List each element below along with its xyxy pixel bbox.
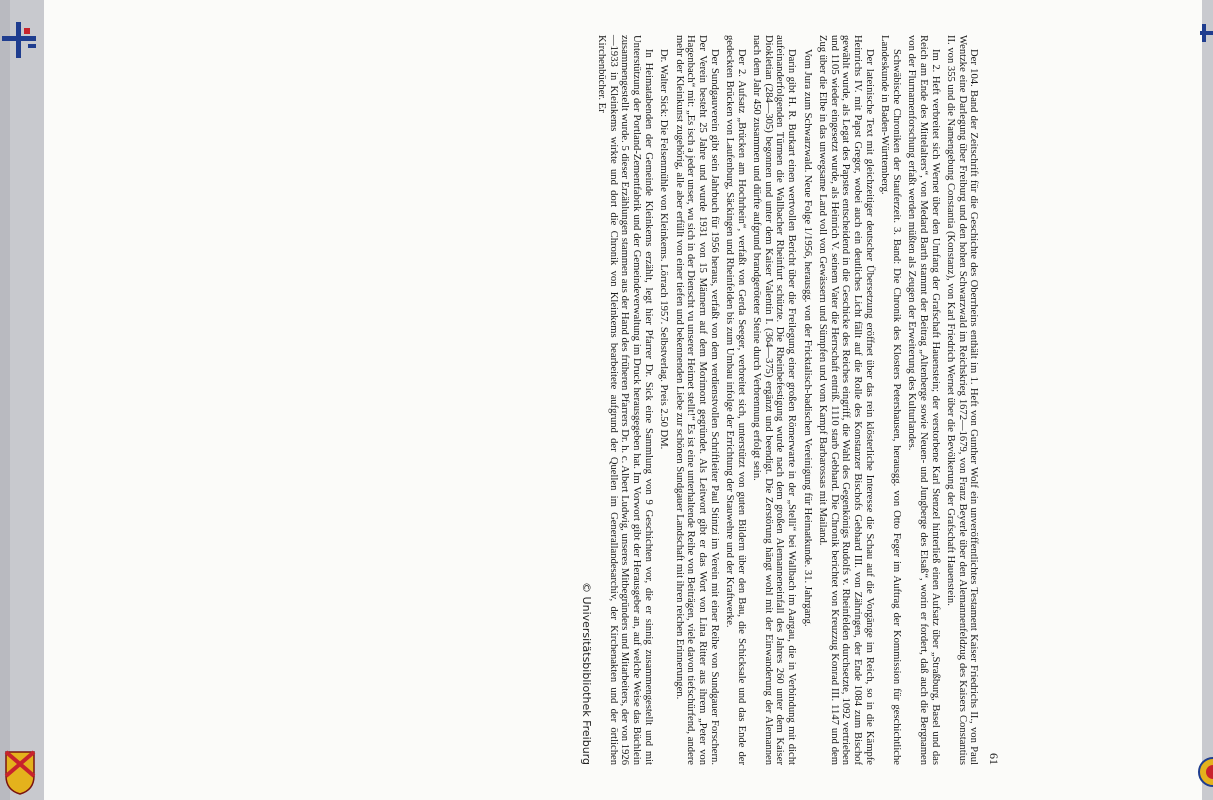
page-content [243, 35, 1003, 765]
paragraph: Darin gibt H. R. Burkart einen wertvollen Bericht über die Freilegung einer großen Römerwarte in der „Stelli“ bei Wallbach im Aargau, die in Verbindung mit dicht aufeinanderfolgenden Türmen die Wallbacher Rheinfurt schützte. Die Rheinbefestigung wurde nach dem großen Alemanneneinfall des Jahres 260 unter dem Kaiser Diokletian (284—305) begonnen und unter dem Kaiser Valentin I. (364—375) ergänzt und beendigt. Die Zerstörung hängt wohl mit der Einwanderung der Alemannen nach dem Jahr 450 zusammen und dürfte aufgrund brandgeröteter Steine durch Verbrennung erfolgt sein. [751, 35, 798, 765]
university-logo-icon [1200, 22, 1213, 44]
society-seal-icon [1198, 752, 1213, 792]
document-page [44, 0, 1202, 800]
paragraph: Vom Jura zum Schwarzwald. Neue Folge 1/1956, herausgg. von der Fricktalisch-badischen Vereinigung für Heimatkunde. 31. Jahrgang. [801, 49, 813, 627]
paragraph: Dr. Walter Sick: Die Felsenmühle von Kleinkems. Lörrach 1957. Selbstverlag. Preis 2.50 DM. [658, 49, 670, 450]
page-number: 61 [987, 753, 1001, 765]
coat-of-arms-icon [2, 748, 38, 796]
sidebar-edge [0, 0, 10, 800]
paragraph: Der 2. Aufsatz „Brücken am Hochrhein“, verfaßt von Gerda Seeger, verbreitet sich, unterstützt von guten Bildern über den Bau, die Schicksale und das Ende der gedeckten Brücken von Laufenburg, Säckingen und Rheinfelden bis zum Umbau infolge der Errichtung der Stauwehre und der Kraftwerke. [724, 35, 747, 765]
paragraph: Der lateinische Text mit gleichzeitiger deutscher Übersetzung eröffnet über das rein klösterliche Interesse die Schau auf die Vorgänge im Reich, so in die Kämpfe Heinrichs IV. mit Papst Gregor, wobei auch ein deutliches Licht fällt auf die Rolle des Konstanzer Bischofs Gebhard III. von Zähringen, der Ende 1084 zum Bischof gewählt wurde, als Legat des Papstes entscheidend in die Geschicke des Reiches eingriff, die Wahl des Gegenkönigs Rudolfs v. Rheinfelden durchsetzte, 1092 vertrieben und 1105 wieder eingesetzt wurde, als Heinrich V. seinem Vater die Herrschaft entriß. 1110 starb Gebhard. Die Chronik berichtet von Kreuzzug Konrad III. 1147 und dem Zug über die Elbe in das unwegsame Land voll von Gewässern und Sümpfen und vom Kampf Barbarossas mit Mailand. [817, 35, 875, 765]
paragraph: Schwäbische Chroniken der Stauferzeit. 3. Band: Die Chronik des Klosters Petershausen, herausgg. von Otto Feger im Auftrag der Kommission für geschichtliche Landeskunde in Baden-Württemberg. [879, 35, 902, 765]
paragraph: Der 104. Band der Zeitschrift für die Geschichte des Oberrheins enthält im 1. Heft von Gunther Wolf ein unveröffentlichtes Testament Kaiser Friedrichs II., von Paul Wentzke eine Darlegung über Freiburg und den hohen Schwarzwald im Reichskrieg 1672—1679, von Franz Beyerle über den Alemannenfeldzug des Kaisers Constantius II. von 355 und die Namengebung Constantia (Konstanz), von Karl Friedrich Wernet über die Bevölkerung der Grafschaft Hauenstein. [945, 35, 980, 765]
left-sidebar [0, 0, 44, 800]
right-sidebar [1202, 0, 1213, 800]
paragraph: Der Sundgauverein gibt sein Jahrbuch für 1956 heraus, verfaßt von dem verdienstvollen Schriftleiter Paul Stintzi im Verein mit einer Reihe von Sundgauer Forschern. Der Verein besteht 25 Jahre und wurde 1931 von 15 Männern auf dem Morimont gegründet. Als Leitwort gibt er das Wort von Lina Ritter aus ihrem „Peter von Hagenbach“ mit: „Es isch a jeder unser, wu sich in der Dienscht vu unserer Heimet stellt!“ Es ist eine unterhaltende Reihe von Beiträgen, viele davon tiefschürfend, andere mehr der Kleinkunst zugehörig, alle aber erfüllt von einer tiefen und bekennenden Liebe zur schönen Sundgauer Landschaft mit ihren reichen Erinnerungen. [673, 35, 720, 765]
paragraph: In Heimatabenden der Gemeinde Kleinkems erzählt, legt hier Pfarrer Dr. Sick eine Sammlung von 9 Geschichten vor, die er sinnig zusammengestellt und mit Unterstützung der Portland-Zementfabrik und der Gemeindeverwaltung im Druck herausgegeben hat. Im Vorwort gibt der Herausgeber an, auf welche Weise das Büchlein zusammengestellt wurde. 5 dieser Erzählungen stammen aus der Hand des früheren Pfarrers Dr. h. c. Albert Ludwig, unseres Mitbegründers und Mitarbeiters, der von 1926—1933 in Kleinkems wirkte und dort die Chronik von Kleinkems bearbeitete aufgrund der Quellen im Generallandesarchiv, der Kirchenakten und der örtlichen Kirchenbücher. Er [596, 35, 654, 765]
university-logo-icon [2, 18, 40, 62]
page-watermark: © Universitätsbibliothek Freiburg [579, 582, 593, 765]
paragraph: Im 2. Heft verbreitet sich Wernet über den Umfang der Grafschaft Hauenstein; der verstorbene Karl Stenzel hinterließ einen Aufsatz über „Straßburg, Basel und das Reich am Ende des Mittelalters“, von Medard Barth stammt der Beitrag „Altenberge sowie Neuen- und Jungberge des Elsaß“, worin er fordert, daß auch die Bergnamen von der Flurnamenforschung erfaßt werden müßten als Zeugen der Erweiterung des Kulturlandes. [906, 35, 941, 765]
